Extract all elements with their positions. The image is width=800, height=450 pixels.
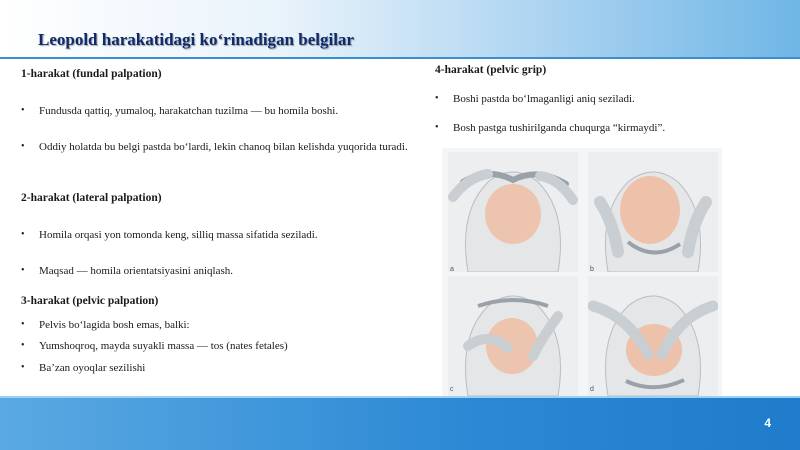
section-1-item-2 [21,140,431,154]
bullet-text: Boshi pastda bo‘lmaganligi aniq seziladi. [453,93,635,105]
bullet-text: Oddiy holatda bu belgi pastda bo‘lardi, lekin chanoq bilan kelishda yuqorida turadi. [39,141,408,153]
section-4-item-2 [435,121,783,135]
panel-label-c: c [450,386,454,393]
bullet-text: Maqsad — homila orientatsiyasini aniqlash. [39,265,233,277]
maneuver-panel-c [448,276,578,396]
bullet-text: Pelvis bo‘lagida bosh emas, balki: [39,319,190,331]
panel-label-a: a [450,266,454,273]
section-2-item-1 [21,228,429,242]
top-divider [0,57,800,59]
section-2-heading: 2-harakat (lateral palpation) [21,192,162,204]
section-4-heading: 4-harakat (pelvic grip) [435,64,547,76]
bullet-text: Homila orqasi yon tomonda keng, silliq massa sifatida seziladi. [39,229,318,241]
bottom-band [0,398,800,450]
section-4-item-1 [435,92,783,106]
section-3-item-1 [21,318,429,332]
maneuver-panel-a [448,152,578,272]
section-3-item-2 [21,339,429,353]
bullet-icon: • [21,265,25,276]
bullet-icon: • [435,93,439,104]
bullet-icon: • [21,319,25,330]
bullet-icon: • [21,229,25,240]
maneuver-panel-d [588,276,718,396]
bullet-icon: • [21,141,25,152]
section-1-item-1 [21,104,429,118]
section-2-item-2 [21,264,429,278]
page-number: 4 [764,416,771,430]
bullet-icon: • [21,340,25,351]
section-3-item-3 [21,361,429,375]
bullet-icon: • [21,105,25,116]
bullet-text: Bosh pastga tushirilganda chuqurga “kirmaydi”. [453,122,666,134]
section-1-heading: 1-harakat (fundal palpation) [21,68,162,80]
slide-title: Leopold harakatidagi ko‘rinadigan belgilar [38,30,354,49]
bullet-icon: • [21,362,25,373]
bullet-text: Fundusda qattiq, yumaloq, harakatchan tuzilma — bu homila boshi. [39,105,339,117]
panel-label-b: b [590,266,594,273]
section-3-heading: 3-harakat (pelvic palpation) [21,295,159,307]
panel-label-d: d [590,386,594,393]
maneuver-panel-b [588,152,718,272]
bullet-icon: • [435,122,439,133]
leopold-maneuvers-figure [442,148,722,398]
bullet-text: Ba’zan oyoqlar sezilishi [39,362,146,374]
bullet-text: Yumshoqroq, mayda suyakli massa — tos (nates fetales) [39,340,288,352]
